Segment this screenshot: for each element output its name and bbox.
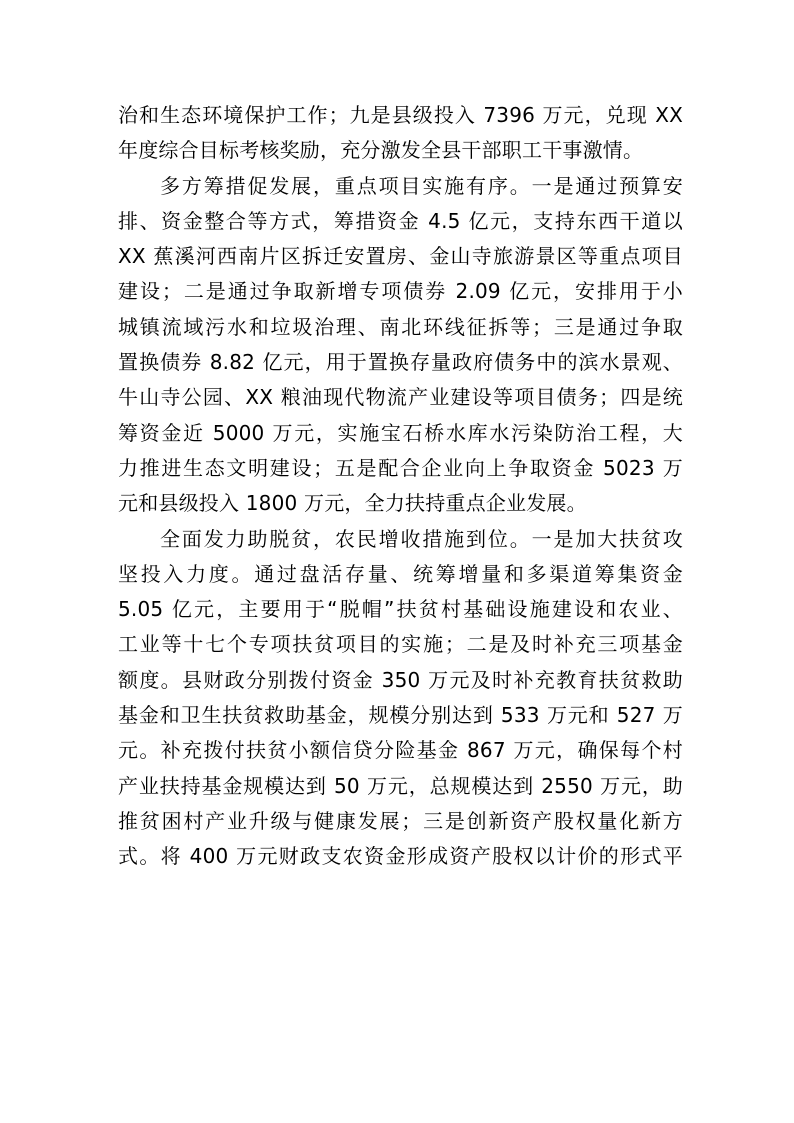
text-line: 5.05 亿元，主要用于“脱帽”扶贫村基础设施建设和农业、 <box>118 597 683 622</box>
body-text <box>118 98 683 875</box>
text-line: 置换债券 8.82 亿元，用于置换存量政府债务中的滨水景观、 <box>118 350 683 375</box>
paragraph-first-line: 多方筹措促发展，重点项目实施有序。一是通过预算安 <box>160 173 683 198</box>
text-line: 筹资金近 5000 万元，实施宝石桥水库水污染防治工程，大 <box>118 420 683 445</box>
text-line: 建设；二是通过争取新增专项债券 2.09 亿元，安排用于小 <box>118 279 683 304</box>
text-line: 额度。县财政分别拨付资金 350 万元及时补充教育扶贫救助 <box>118 667 683 692</box>
text-line: 基金和卫生扶贫救助基金，规模分别达到 533 万元和 527 万 <box>118 703 683 728</box>
text-line: 城镇流域污水和垃圾治理、南北环线征拆等；三是通过争取 <box>118 314 683 339</box>
text-line: 牛山寺公园、XX 粮油现代物流产业建设等项目债务；四是统 <box>118 385 683 410</box>
text-line: 坚投入力度。通过盘活存量、统筹增量和多渠道筹集资金 <box>118 561 683 586</box>
text-line: 治和生态环境保护工作；九是县级投入 7396 万元，兑现 XX <box>118 103 683 127</box>
paragraph-first-line: 全面发力助脱贫，农民增收措施到位。一是加大扶贫攻 <box>160 526 683 551</box>
text-line: 元。补充拨付扶贫小额信贷分险基金 867 万元，确保每个村 <box>118 738 683 763</box>
text-line: XX 蕉溪河西南片区拆迁安置房、金山寺旅游景区等重点项目 <box>118 244 683 269</box>
text-line: 元和县级投入 1800 万元，全力扶持重点企业发展。 <box>118 491 587 516</box>
text-line: 排、资金整合等方式，筹措资金 4.5 亿元，支持东西干道以 <box>118 208 683 233</box>
text-line: 力推进生态文明建设；五是配合企业向上争取资金 5023 万 <box>118 455 683 480</box>
text-line: 式。将 400 万元财政支农资金形成资产股权以计价的形式平 <box>118 844 683 869</box>
text-line: 推贫困村产业升级与健康发展；三是创新资产股权量化新方 <box>118 808 683 833</box>
text-line: 年度综合目标考核奖励，充分激发全县干部职工干事激情。 <box>118 138 644 163</box>
text-line: 产业扶持基金规模达到 50 万元，总规模达到 2550 万元，助 <box>118 773 683 798</box>
text-line: 工业等十七个专项扶贫项目的实施；二是及时补充三项基金 <box>118 632 683 657</box>
